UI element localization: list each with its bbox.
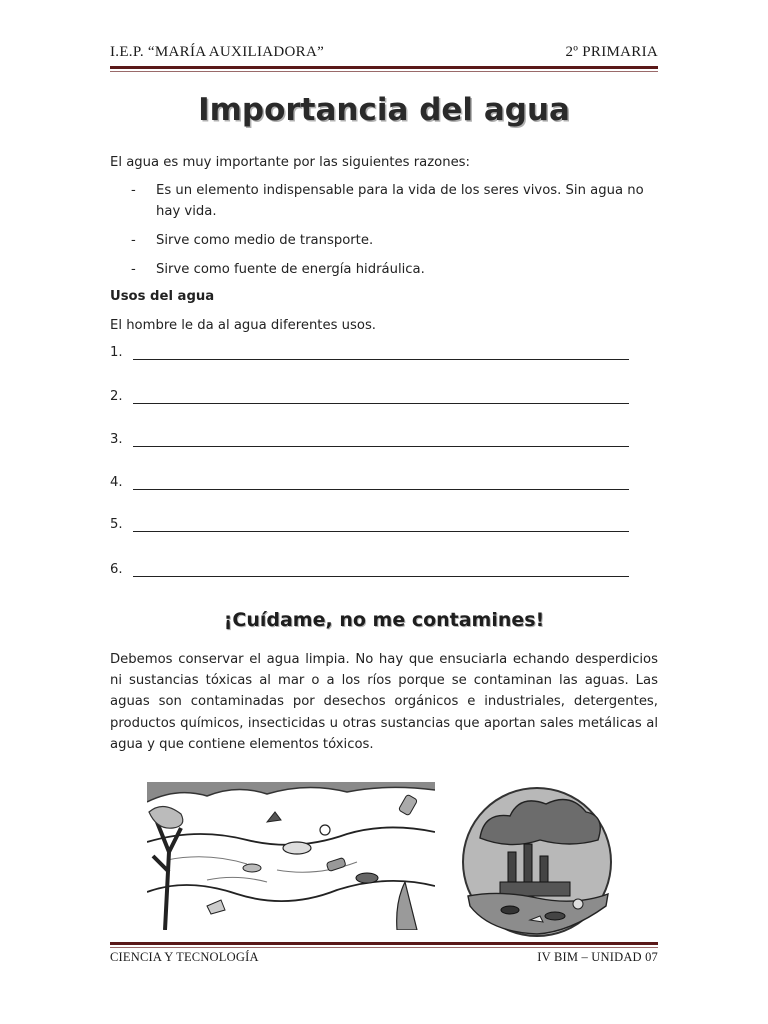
unit-label: IV BIM – UNIDAD 07 [537,950,658,964]
answer-number: 1. [110,345,123,360]
reason-dash: - [131,262,136,277]
footer-rule-thin [110,947,658,948]
answer-line[interactable] [133,531,629,532]
answer-line[interactable] [133,489,629,490]
reason-dash: - [131,183,136,198]
header-rule [110,66,658,69]
uses-heading: Usos del agua [110,289,215,304]
header-rule-thin [110,71,658,72]
polluted-river-illustration [147,782,435,930]
section-title: ¡Cuídame, no me contamines! [223,609,545,631]
intro-text: El agua es muy importante por las siguientes razones: [110,155,470,170]
answer-line[interactable] [133,359,629,360]
reason-item: Sirve como fuente de energía hidráulica. [156,262,425,277]
page-header [110,44,658,66]
answer-line[interactable] [133,446,629,447]
grade-label: 2º PRIMARIA [565,44,658,60]
answer-line[interactable] [133,576,629,577]
page-title: Importancia del agua [198,92,570,128]
subject-label: CIENCIA Y TECNOLOGÍA [110,950,259,964]
reason-dash: - [131,233,136,248]
answer-number: 6. [110,562,123,577]
page-footer [110,950,658,970]
reason-item: Es un elemento indispensable para la vida de los seres vivos. Sin agua no hay vida. [156,183,644,219]
answer-line[interactable] [133,403,629,404]
uses-instruction: El hombre le da al agua diferentes usos. [110,318,377,333]
reason-item: Sirve como medio de transporte. [156,233,374,248]
contamination-paragraph: Debemos conservar el agua limpia. No hay que ensuciarla echando desperdicios ni sustancias tóxicas al mar o a los ríos porque se contaminan las aguas. Las aguas son contaminadas por desechos orgánicos e industriales, detergentes, productos químicos, insecticidas u otras sustancias que aportan sales metálicas al agua y que contiene elementos tóxicos. [110,652,658,752]
answer-number: 4. [110,475,123,490]
answer-number: 3. [110,432,123,447]
school-name: I.E.P. “MARÍA AUXILIADORA” [110,44,325,60]
footer-rule [110,942,658,945]
answer-number: 2. [110,389,123,404]
answer-number: 5. [110,517,123,532]
industrial-pollution-illustration [460,782,615,940]
